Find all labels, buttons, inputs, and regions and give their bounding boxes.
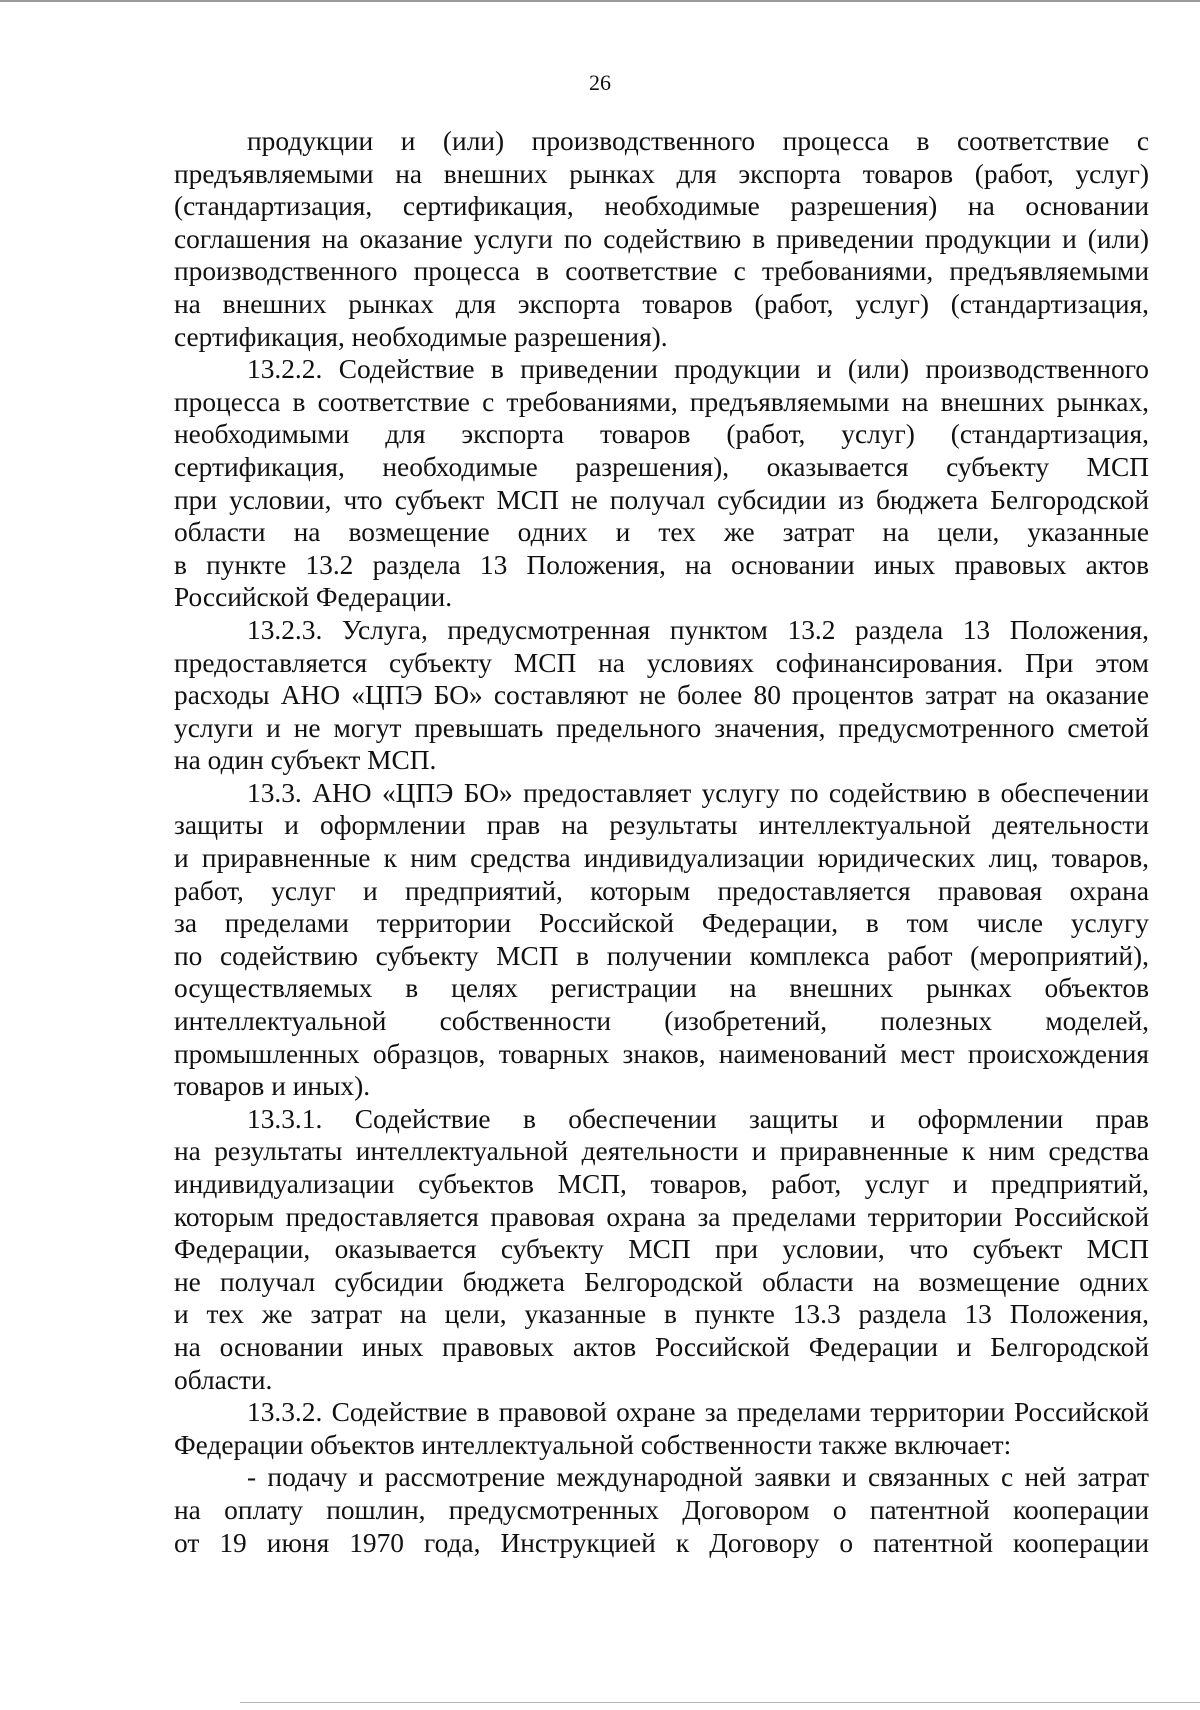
text-line: продукции и (или) производственного процесса в соответствие с [247,126,1149,156]
text-line: индивидуализации субъектов МСП, товаров, работ, услуг и предприятий, [174,1169,1149,1199]
text-line: не получал субсидии бюджета Белгородской области на возмещение одних [174,1266,1149,1297]
paragraph [174,614,1149,777]
text-line: сертификация, необходимые разрешения). [174,321,668,352]
text-line: работ, услуг и предприятий, которым предоставляется правовая охрана [174,875,1149,906]
text-line: необходимыми для экспорта товаров (работ, услуг) (стандартизация, [174,419,1149,450]
scan-edge-top [0,0,1200,2]
text-line: и приравненные к ним средства индивидуализации юридических лиц, товаров, [174,843,1149,874]
text-line: 13.3.1. Содействие в обеспечении защиты и оформлении прав [247,1103,1149,1134]
text-line: 13.3.2. Содействие в правовой охране за пределами территории Российской [247,1397,1149,1428]
text-line: на основании иных правовых актов Российской Федерации и Белгородской [174,1331,1149,1362]
paragraph [174,777,1149,1103]
text-line: на результаты интеллектуальной деятельности и приравненные к ним средства [174,1136,1149,1167]
paragraph [174,1396,1149,1461]
text-line: процесса в соответствие с требованиями, предъявляемыми на внешних рынках, [174,386,1149,417]
text-line: Федерации объектов интеллектуальной собственности также включает: [174,1429,1012,1460]
text-line: услуги и не могут превышать предельного значения, предусмотренного сметой [174,712,1149,743]
text-line: товаров и иных). [174,1071,371,1102]
text-line: 13.3. АНО «ЦПЭ БО» предоставляет услугу по содействию в обеспечении [247,777,1149,808]
text-line: интеллектуальной собственности (изобретений, полезных моделей, [174,1006,1149,1037]
text-line: от 19 июня 1970 года, Инструкцией к Договору о патентной кооперации [174,1527,1149,1558]
text-line: Федерации, оказывается субъекту МСП при условии, что субъект МСП [174,1234,1149,1265]
text-line: на внешних рынках для экспорта товаров (работ, услуг) (стандартизация, [174,288,1149,319]
text-line: промышленных образцов, товарных знаков, наименований мест происхождения [174,1038,1149,1069]
text-line: сертификация, необходимые разрешения), оказывается субъекту МСП [174,451,1149,482]
text-line: 13.2.2. Содействие в приведении продукции и (или) производственного [247,354,1149,385]
text-line: Российской Федерации. [174,582,453,613]
text-line: осуществляемых в целях регистрации на внешних рынках объектов [174,973,1149,1004]
text-line: и тех же затрат на цели, указанные в пункте 13.3 раздела 13 Положения, [174,1299,1149,1330]
page-number: 26 [589,70,611,95]
text-line: на оплату пошлин, предусмотренных Договором о патентной кооперации [174,1494,1149,1525]
text-line: (стандартизация, сертификация, необходимые разрешения) на основании [174,191,1149,222]
text-line: по содействию субъекту МСП в получении комплекса работ (мероприятий), [174,940,1149,971]
text-line: - подачу и рассмотрение международной заявки и связанных с ней затрат [247,1462,1149,1493]
document-body [174,125,1149,1559]
text-line: соглашения на оказание услуги по содействию в приведении продукции и (или) [174,223,1149,254]
text-line: расходы АНО «ЦПЭ БО» составляют не более 80 процентов затрат на оказание [174,680,1149,711]
text-line: производственного процесса в соответствие с требованиями, предъявляемыми [174,256,1149,287]
text-line: 13.2.3. Услуга, предусмотренная пунктом 13.2 раздела 13 Положения, [247,614,1149,645]
text-line: которым предоставляется правовая охрана за пределами территории Российской [174,1201,1149,1232]
scan-edge-bottom [240,1702,1200,1703]
paragraph [174,1461,1149,1559]
text-line: в пункте 13.2 раздела 13 Положения, на основании иных правовых актов [174,549,1149,580]
text-line: за пределами территории Российской Федерации, в том числе услугу [174,908,1149,939]
text-line: защиты и оформлении прав на результаты интеллектуальной деятельности [174,810,1149,841]
paragraph [174,125,1149,353]
text-line: предъявляемыми на внешних рынках для экспорта товаров (работ, услуг) [174,158,1149,189]
text-line: области. [174,1364,273,1395]
paragraph [174,353,1149,614]
paragraph [174,1103,1149,1396]
text-line: при условии, что субъект МСП не получал субсидии из бюджета Белгородской [174,484,1149,515]
text-line: на один субъект МСП. [174,745,437,776]
text-line: области на возмещение одних и тех же затрат на цели, указанные [174,517,1149,548]
text-line: предоставляется субъекту МСП на условиях софинансирования. При этом [174,647,1149,678]
